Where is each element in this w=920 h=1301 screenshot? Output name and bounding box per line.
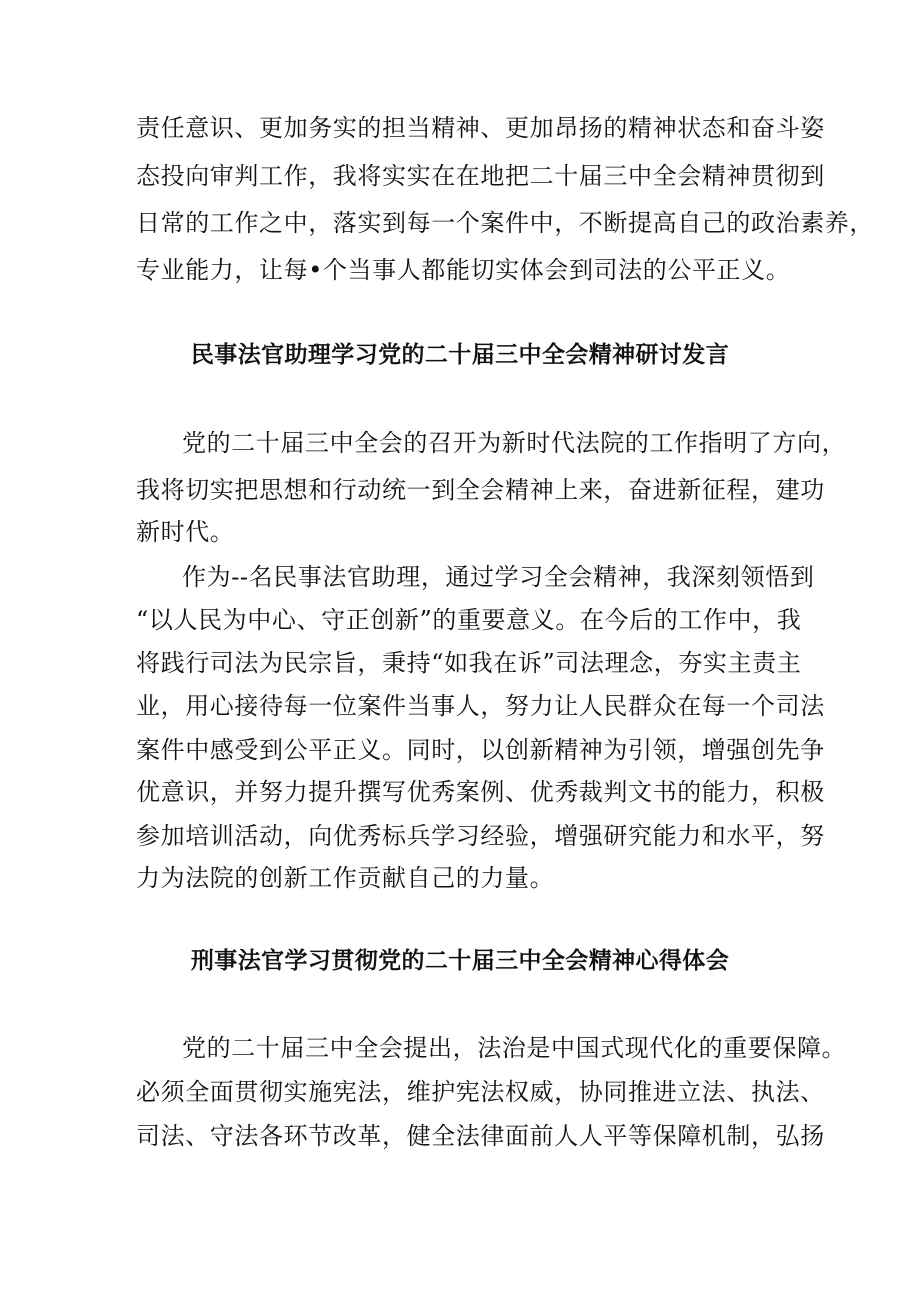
- text-line: 新时代。: [136, 518, 235, 546]
- text-line: 党的二十届三中全会的召开为新时代法院的工作指明了方向，: [182, 429, 847, 457]
- text-line: 专业能力，让每•个当事人都能切实体会到司法的公平正义。: [136, 256, 791, 284]
- text-line: 我将切实把思想和行动统一到全会精神上来，奋进新征程，建功: [136, 476, 825, 504]
- text-line: 优意识，并努力提升撰写优秀案例、优秀裁判文书的能力，积极: [136, 778, 825, 806]
- text-line: 态投向审判工作，我将实实在在地把二十届三中全会精神贯彻到: [136, 162, 825, 190]
- text-line: 日常的工作之中，落实到每一个案件中，不断提高自己的政治素养，: [136, 209, 874, 237]
- section-title-criminal-judge: 刑事法官学习贯彻党的二十届三中全会精神心得体会: [190, 948, 730, 974]
- text-line: 案件中感受到公平正义。同时，以创新精神为引领，增强创先争: [136, 736, 825, 764]
- text-line: 将践行司法为民宗旨，秉持“如我在诉”司法理念，夯实主责主: [136, 649, 802, 677]
- text-line: “以人民为中心、守正创新”的重要意义。在今后的工作中，我: [136, 606, 802, 634]
- text-line: 司法、守法各环节改革，健全法律面前人人平等保障机制，弘扬: [136, 1122, 825, 1150]
- text-line: 责任意识、更加务实的担当精神、更加昂扬的精神状态和奋斗姿: [136, 114, 825, 142]
- text-line: 党的二十届三中全会提出，法治是中国式现代化的重要保障。: [182, 1034, 847, 1062]
- text-line: 力为法院的创新工作贡献自己的力量。: [136, 864, 555, 892]
- text-line: 业，用心接待每一位案件当事人，努力让人民群众在每一个司法: [136, 692, 825, 720]
- text-line: 作为--名民事法官助理，通过学习全会精神，我深刻领悟到: [182, 563, 815, 591]
- section-title-civil-assistant: 民事法官助理学习党的二十届三中全会精神研讨发言: [190, 342, 730, 368]
- text-line: 必须全面贯彻实施宪法，维护宪法权威，协同推进立法、执法、: [136, 1078, 825, 1106]
- text-line: 参加培训活动，向优秀标兵学习经验，增强研究能力和水平，努: [136, 822, 825, 850]
